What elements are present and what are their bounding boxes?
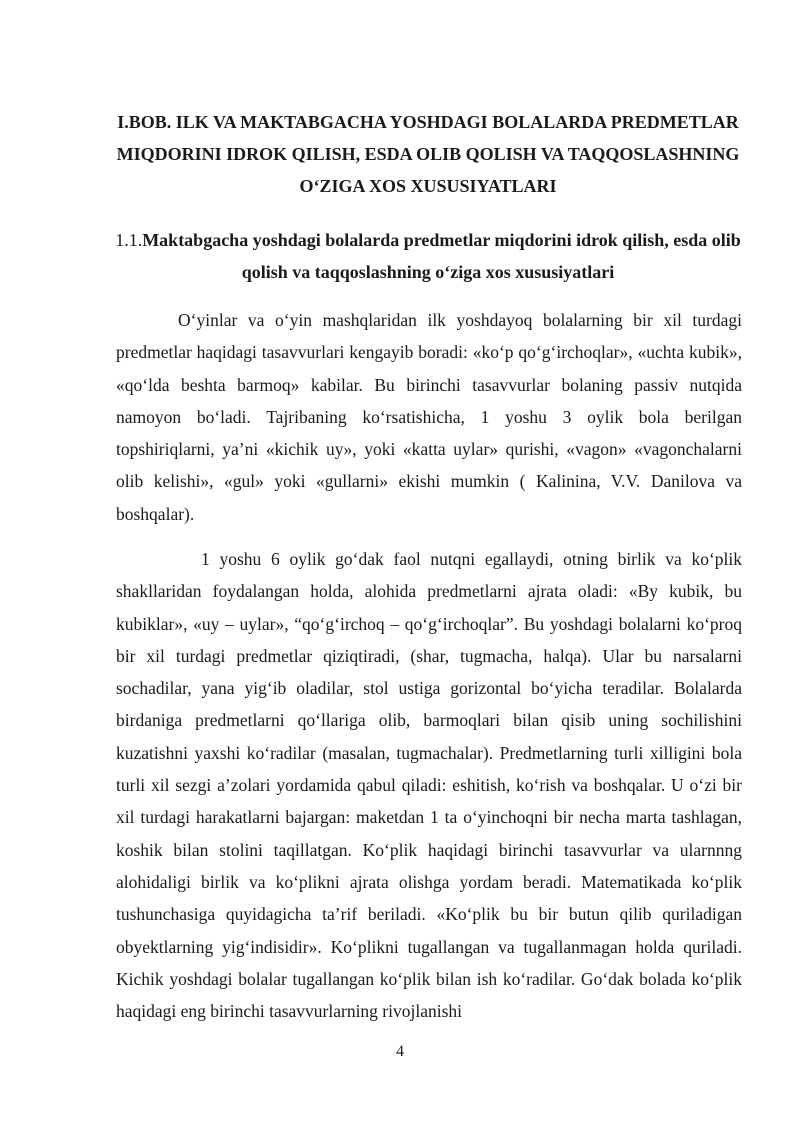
body-paragraph: O‘yinlar va o‘yin mashqlaridan ilk yoshdayoq bolalarning bir xil turdagi predmetlar haqidagi tasavvurlari kengayib boradi: «ko‘p qo‘g‘irchoqlar», «uchta kubik», «qo‘lda beshta barmoq» kabilar. Bu birinchi tasavvurlar bolaning passiv nutqida namoyon bo‘ladi. Tajribaning ko‘rsatishicha, 1 yoshu 3 oylik bola berilgan topshiriqlarni, ya’ni «kichik uy», yoki «katta uylar» qurishi, «vagon» «vagonchalarni olib kelishi», «gul» yoki «gullarni» ekishi mumkin ( Kalinina, V.V. Danilova va boshqalar). (116, 310, 742, 524)
section-heading (100, 224, 756, 288)
section-number: 1.1. (115, 230, 143, 250)
page-number: 4 (396, 1043, 404, 1060)
chapter-title: I.BOB. ILK VA MAKTABGACHA YOSHDAGI BOLALARDA PREDMETLAR MIQDORINI IDROK QILISH, ESDA OLIB QOLISH VA TAQQOSLASHNING O‘ZIGA XOS XUSUSIYATLARI (116, 112, 740, 196)
section-title: Maktabgacha yoshdagi bolalarda predmetlar miqdorini idrok qilish, esda olib qolish va taqqoslashning o‘ziga xos xususiyatlari (142, 230, 741, 282)
body-paragraph: 1 yoshu 6 oylik go‘dak faol nutqni egallaydi, otning birlik va ko‘plik shakllaridan foydalangan holda, alohida predmetlarni ajrata oladi: «By kubik, bu kubiklar», «uy – uylar», “qo‘g‘irchoq – qo‘g‘irchoqlar”. Bu yoshdagi bolalarni ko‘proq bir xil turdagi predmetlar qiziqtiradi, (shar, tugmacha, halqa). Ular bu narsalarni sochadilar, yana yig‘ib oladilar, stol ustiga gorizontal bo‘yicha teradilar. Bolalarda birdaniga predmetlarni qo‘llariga olib, barmoqlari bilan qisib uning sochilishini kuzatishni yaxshi ko‘radilar (masalan, tugmachalar). Predmetlarning turli xilligini bola turli xil sezgi a’zolari yordamida qabul qiladi: eshitish, ko‘rish va boshqalar. U o‘zi bir xil turdagi harakatlarni bajargan: maketdan 1 ta o‘yinchoqni bir necha marta tashlagan, koshik bilan stolini taqillatgan. Ko‘plik haqidagi birinchi tasavvurlar va ularnnng alohidaligi birlik va ko‘plikni ajrata olishga yordam beradi. Matematikada ko‘plik tushunchasiga quyidagicha ta’rif beriladi. «Ko‘plik bu bir butun qilib quriladigan obyektlarning yig‘indisidir». Ko‘plikni tugallangan va tugallanmagan holda quriladi. Kichik yoshdagi bolalar tugallangan ko‘plik bilan ish ko‘radilar. Go‘dak bolada ko‘plik haqidagi eng birinchi tasavvurlarning rivojlanishi (116, 549, 742, 1022)
